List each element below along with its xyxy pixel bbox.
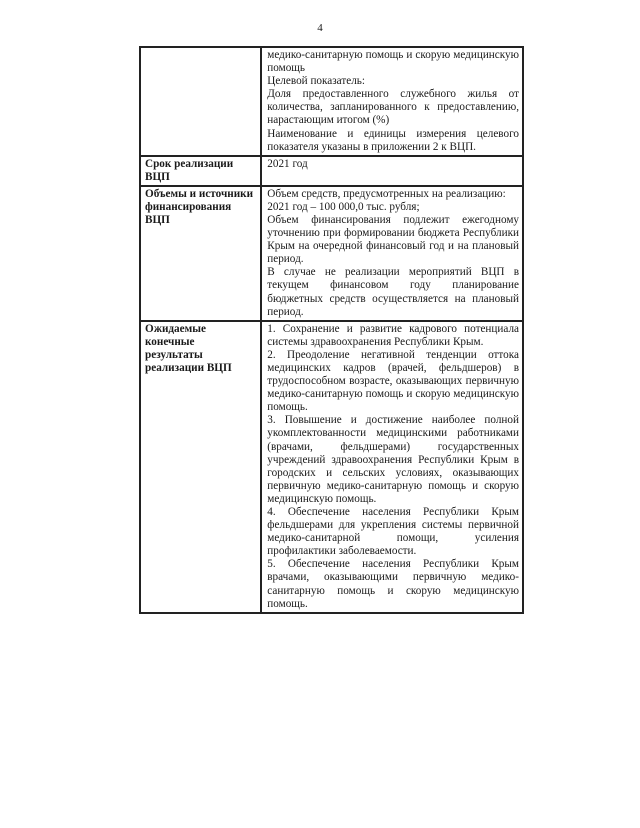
table-row xyxy=(140,186,523,321)
row-label-line: Срок реализации xyxy=(145,157,234,170)
page-number: 4 xyxy=(317,22,323,34)
row-label-cell xyxy=(140,186,261,321)
row-content-cell xyxy=(261,186,523,321)
content-paragraph: 5. Обеспечение населения Республики Крым врачами, оказывающими первичную медико-санитарную помощь и скорую медицинскую помощь. xyxy=(267,558,519,610)
content-paragraph: 2021 год xyxy=(267,157,308,170)
content-paragraph: 3. Повышение и достижение наиболее полной укомплектованности медицинскими работниками (врачами, фельдшерами) государственных учреждений здравоохранения Республики Крым в городских и сельских условиях, оказывающих первичную медико-санитарную помощь и скорую медицинскую помощь. xyxy=(267,414,519,505)
table-row xyxy=(140,47,523,156)
content-paragraph: Наименование и единицы измерения целевого показателя указаны в приложении 2 к ВЦП. xyxy=(267,127,519,153)
row-label-cell xyxy=(140,47,261,156)
row-label-line: реализации ВЦП xyxy=(145,361,232,374)
table-row xyxy=(140,156,523,186)
row-label-line: Ожидаемые xyxy=(145,322,206,335)
row-label-line: ВЦП xyxy=(145,213,170,226)
row-label-cell xyxy=(140,321,261,613)
content-paragraph: Объем средств, предусмотренных на реализацию: xyxy=(267,187,506,200)
content-paragraph: В случае не реализации мероприятий ВЦП в текущем финансовом году планирование бюджетных средств осуществляется на плановый период. xyxy=(267,266,519,318)
row-label-line: Объемы и источники xyxy=(145,187,254,200)
row-label-line: финансирования xyxy=(145,200,232,213)
row-label-line: ВЦП xyxy=(145,170,170,183)
content-paragraph: медико-санитарную помощь и скорую медицинскую помощь xyxy=(267,49,519,75)
content-paragraph: Объем финансирования подлежит ежегодному уточнению при формировании бюджета Республики Крым на очередной финансовый год и на плановый период. xyxy=(267,213,519,266)
row-label-line: результаты xyxy=(145,348,203,361)
content-paragraph: Доля предоставленного служебного жилья от количества, запланированного к предоставлению, нарастающим итогом (%) xyxy=(267,88,519,127)
row-label-line: конечные xyxy=(145,335,195,348)
content-paragraph: Целевой показатель: xyxy=(267,75,365,88)
content-paragraph: 1. Сохранение и развитие кадрового потенциала системы здравоохранения Республики Крым. xyxy=(267,322,519,348)
row-content-cell xyxy=(261,321,523,613)
row-content-cell xyxy=(261,47,523,156)
content-paragraph: 4. Обеспечение населения Республики Крым фельдшерами для укрепления системы первичной медико-санитарной помощи, усиления профилактики заболеваемости. xyxy=(267,506,519,558)
content-paragraph: 2021 год – 100 000,0 тыс. рубля; xyxy=(267,200,420,213)
program-passport-table xyxy=(139,46,524,614)
row-label-cell xyxy=(140,156,261,186)
table-row xyxy=(140,321,523,613)
content-paragraph: 2. Преодоление негативной тенденции оттока медицинских кадров (врачей, фельдшеров) в трудоспособном возрасте, оказывающих первичную медико-санитарную помощь и скорую медицинскую помощь. xyxy=(267,348,519,414)
row-content-cell xyxy=(261,156,523,186)
